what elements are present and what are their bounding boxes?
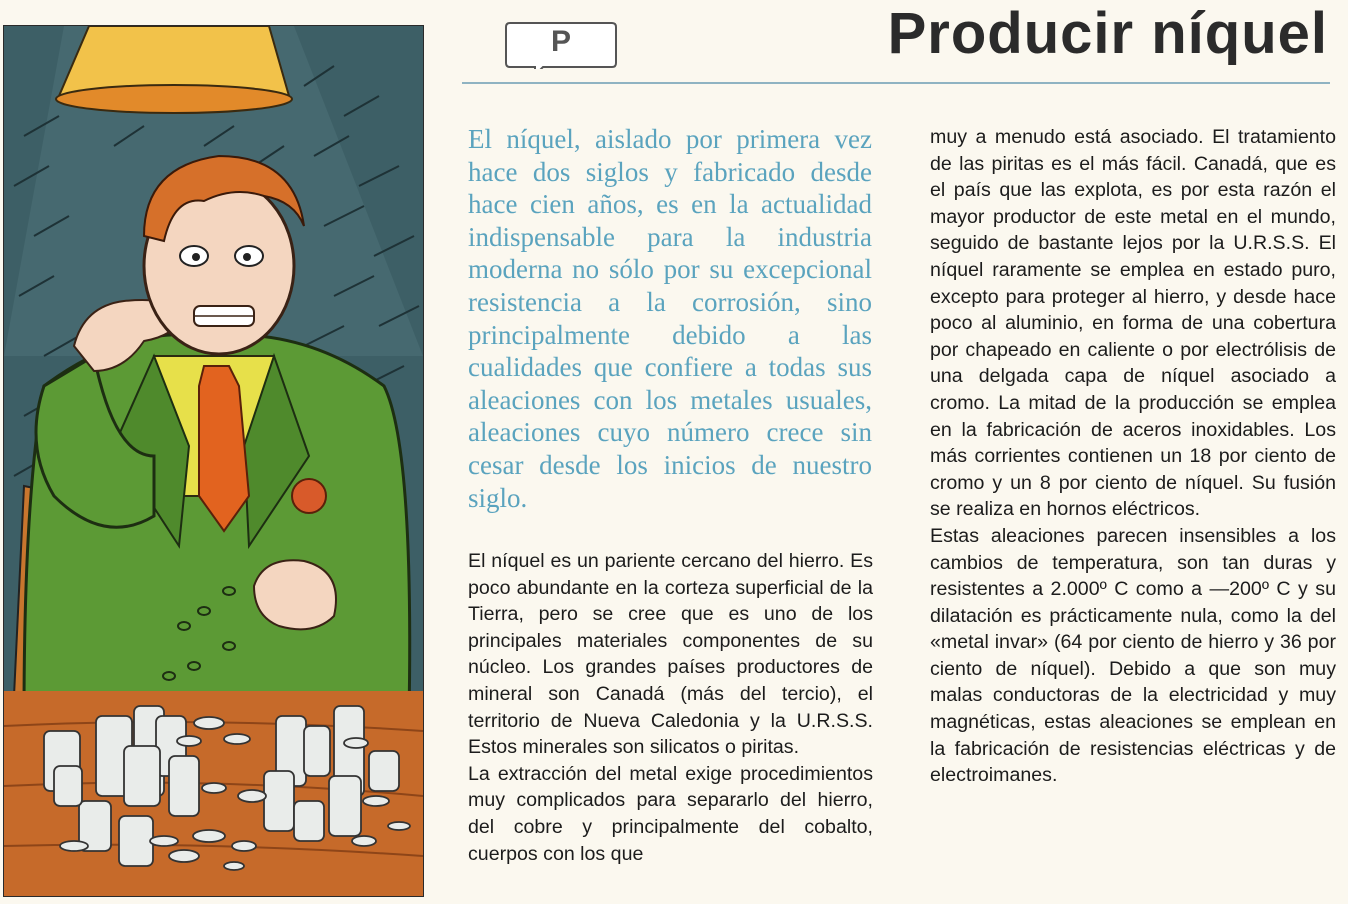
title-rule	[462, 82, 1330, 84]
body-column-left	[468, 548, 873, 867]
lead-paragraph: El níquel, aislado por primera vez hace dos siglos y fabricado desde hace cien años, es en la actualidad indispensable para la industria moderna no sólo por su excepcional resistencia a la corrosión, sino principalmente debido a las cualidades que confiere a todas sus aleaciones con los metales usuales, aleaciones cuyo número crece sin cesar desde los inicios de nuestro siglo.	[468, 124, 872, 513]
body-paragraph: La extracción del metal exige procedimientos muy complicados para separarlo del hierro, del cobre y principalmente del cobalto, cuerpos con los que	[468, 762, 873, 865]
page-title: Producir níquel	[887, 1, 1328, 66]
body-column-right	[930, 124, 1336, 789]
illustration-drawing	[4, 26, 423, 896]
body-paragraph: El níquel es un pariente cercano del hierro. Es poco abundante en la corteza superficial de la Tierra, pero se cree que es uno de los principales materiales componentes de su núcleo. Los grandes países productores de mineral son Canadá (más del tercio), el territorio de Nueva Caledonia y la U.R.S.S. Estos minerales son silicatos o piritas.	[468, 550, 873, 759]
illustration-man-eating-coins	[3, 25, 424, 897]
badge-letter: P	[550, 25, 571, 58]
body-paragraph: muy a menudo está asociado. El tratamiento de las piritas es el más fácil. Canadá, que es el país que las explota, es por esta razón el mayor productor de este metal en el mundo, seguido de bastante lejos por la U.R.S.S. El níquel raramente se emplea en estado puro, excepto para proteger al hierro, y desde hace poco al aluminio, en forma de una cobertura por chapeado en caliente o por electrólisis de una delgada capa de níquel asociado a cromo. La mitad de la producción se emplea en la fabricación de aceros inoxidables. Los más corrientes contienen un 18 por ciento de cromo y un 8 por ciento de níquel. Su fusión se realiza en hornos eléctricos.	[930, 126, 1336, 521]
body-paragraph: Estas aleaciones parecen insensibles a los cambios de temperatura, son tan duras y resistentes a 2.000º C como a —200º C y su dilatación es prácticamente nula, como la del «metal invar» (64 por ciento de hierro y 36 por ciento de níquel). Debido a que son muy malas conductoras de la electricidad y muy magnéticas, estas aleaciones se emplean en la fabricación de resistencias eléctricas y de electroimanes.	[930, 524, 1336, 787]
lapel-flower	[292, 479, 326, 513]
section-badge	[505, 21, 617, 69]
